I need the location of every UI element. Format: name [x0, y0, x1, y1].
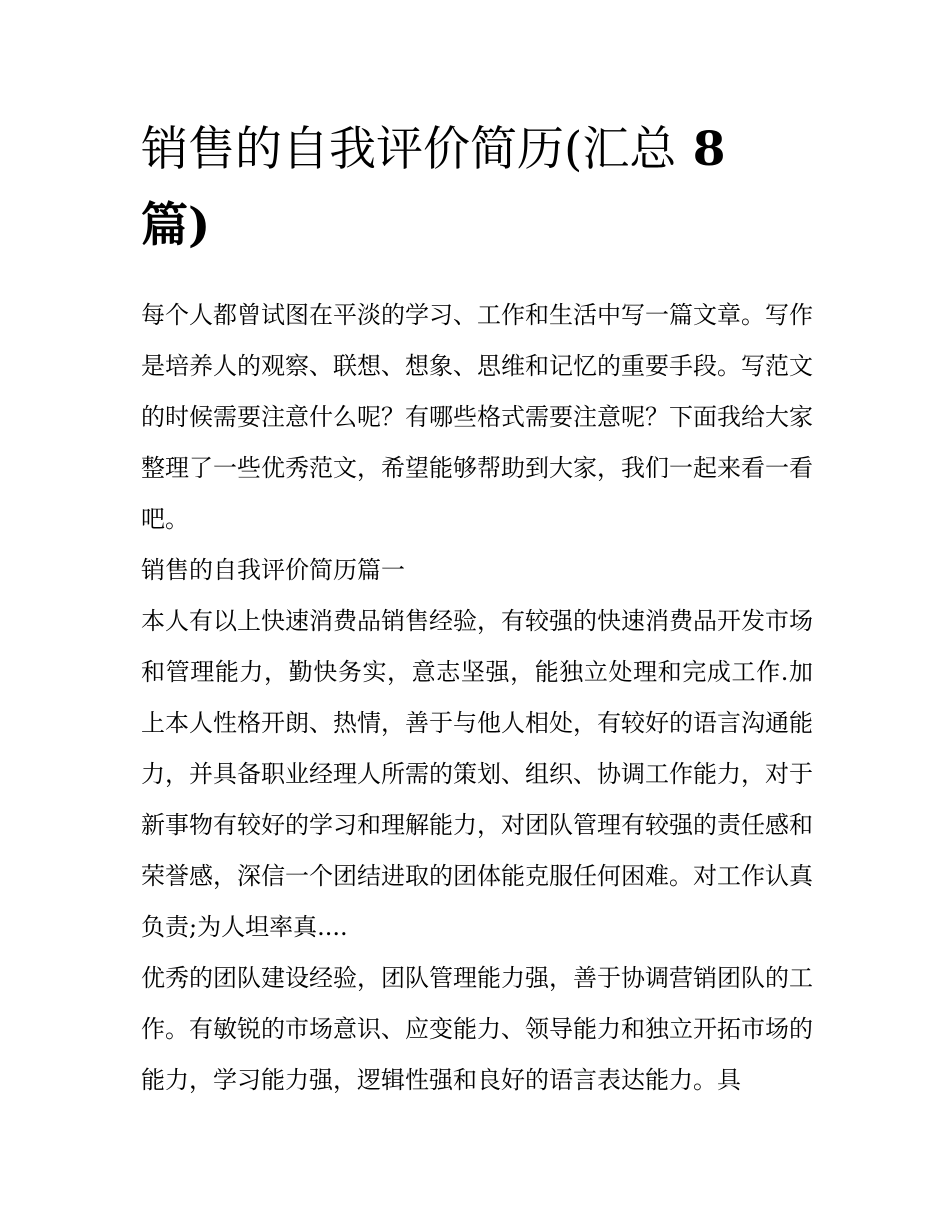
section-heading: 销售的自我评价简历篇一	[141, 556, 405, 584]
title-end: 篇)	[141, 198, 211, 253]
body-paragraph-2: 优秀的团队建设经验，团队管理能力强，善于协调营销团队的工作。有敏锐的市场意识、应变能力、领导能力和独立开拓市场的能力，学习能力强，逻辑性强和良好的语言表达能力。具	[141, 964, 813, 1094]
body-paragraph-1: 本人有以上快速消费品销售经验，有较强的快速消费品开发市场和管理能力，勤快务实，意志坚强，能独立处理和完成工作.加上本人性格开朗、热情，善于与他人相处，有较好的语言沟通能力，并具备职业经理人所需的策划、组织、协调工作能力，对于新事物有较好的学习和理解能力，对团队管理有较强的责任感和荣誉感，深信一个团结进取的团体能克服任何困难。对工作认真负责;为人坦率真....	[141, 607, 813, 941]
title-main: 销售的自我评价简历(汇总	[141, 122, 677, 177]
intro-paragraph: 每个人都曾试图在平淡的学习、工作和生活中写一篇文章。写作是培养人的观察、联想、想象、思维和记忆的重要手段。写范文的时候需要注意什么呢？有哪些格式需要注意呢？下面我给大家整理了一些优秀范文，希望能够帮助到大家，我们一起来看一看吧。	[141, 301, 813, 533]
document-content	[141, 112, 813, 1106]
document-title	[141, 112, 813, 264]
title-number: 8	[692, 122, 726, 177]
